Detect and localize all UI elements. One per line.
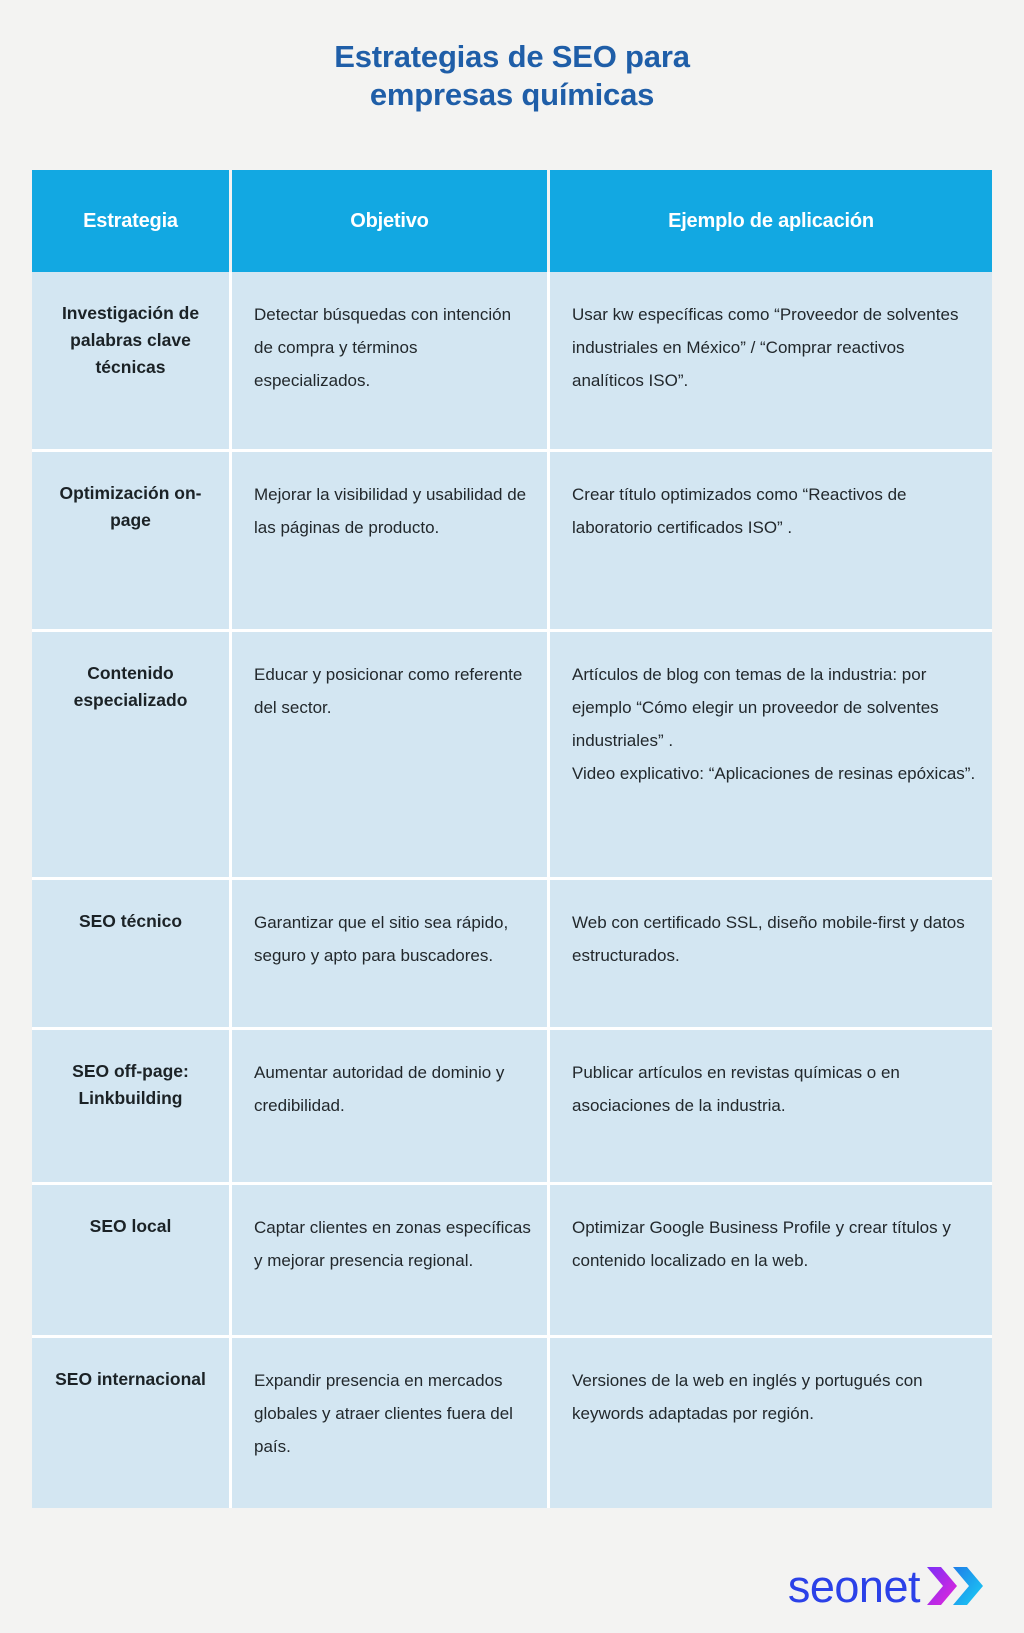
cell-example: Optimizar Google Business Profile y crear títulos y contenido localizado en la web.	[550, 1185, 992, 1338]
table-row	[32, 452, 992, 632]
cell-example: Crear título optimizados como “Reactivos de laboratorio certificados ISO” .	[550, 452, 992, 632]
cell-example-paragraph-2: Video explicativo: “Aplicaciones de resinas epóxicas”.	[572, 764, 976, 783]
table-row	[32, 880, 992, 1030]
logo-wordmark: seonet	[787, 1561, 920, 1612]
cell-example: Usar kw específicas como “Proveedor de solventes industriales en México” / “Comprar reactivos analíticos ISO”.	[550, 272, 992, 452]
seonet-logo[interactable]	[788, 1561, 988, 1612]
cell-example: Publicar artículos en revistas químicas o en asociaciones de la industria.	[550, 1030, 992, 1185]
cell-example	[550, 632, 992, 880]
cell-objective: Garantizar que el sitio sea rápido, seguro y apto para buscadores.	[232, 880, 550, 1030]
strategies-table-wrapper	[32, 170, 992, 1508]
table-row	[32, 632, 992, 880]
strategies-table	[32, 170, 992, 1508]
cell-objective: Detectar búsquedas con intención de compra y términos especializados.	[232, 272, 550, 452]
cell-strategy: Optimización on-page	[32, 452, 232, 632]
table-body	[32, 272, 992, 1508]
cell-example: Versiones de la web en inglés y portugués con keywords adaptadas por región.	[550, 1338, 992, 1508]
cell-strategy: SEO internacional	[32, 1338, 232, 1508]
cell-example: Web con certificado SSL, diseño mobile-first y datos estructurados.	[550, 880, 992, 1030]
cell-objective: Mejorar la visibilidad y usabilidad de las páginas de producto.	[232, 452, 550, 632]
table-row	[32, 1030, 992, 1185]
column-header-strategy: Estrategia	[32, 170, 232, 272]
footer	[0, 1540, 1024, 1633]
column-header-example: Ejemplo de aplicación	[550, 170, 992, 272]
cell-objective: Educar y posicionar como referente del sector.	[232, 632, 550, 880]
page-title-line-2: empresas químicas	[369, 77, 655, 112]
cell-objective: Expandir presencia en mercados globales y atraer clientes fuera del país.	[232, 1338, 550, 1508]
cell-strategy: SEO off-page: Linkbuilding	[32, 1030, 232, 1185]
cell-strategy: SEO local	[32, 1185, 232, 1338]
cell-example-paragraph-1: Artículos de blog con temas de la industria: por ejemplo “Cómo elegir un proveedor de solventes industriales” .	[572, 665, 939, 750]
cell-objective: Captar clientes en zonas específicas y mejorar presencia regional.	[232, 1185, 550, 1338]
double-chevron-icon	[926, 1565, 988, 1612]
table-row	[32, 1185, 992, 1338]
page-title	[0, 0, 1024, 114]
cell-strategy: Contenido especializado	[32, 632, 232, 880]
column-header-objective: Objetivo	[232, 170, 550, 272]
table-header-row	[32, 170, 992, 272]
cell-strategy: SEO técnico	[32, 880, 232, 1030]
table-row	[32, 272, 992, 452]
table-header	[32, 170, 992, 272]
cell-strategy: Investigación de palabras clave técnicas	[32, 272, 232, 452]
table-row	[32, 1338, 992, 1508]
page-title-line-1: Estrategias de SEO para	[334, 39, 690, 74]
cell-objective: Aumentar autoridad de dominio y credibilidad.	[232, 1030, 550, 1185]
